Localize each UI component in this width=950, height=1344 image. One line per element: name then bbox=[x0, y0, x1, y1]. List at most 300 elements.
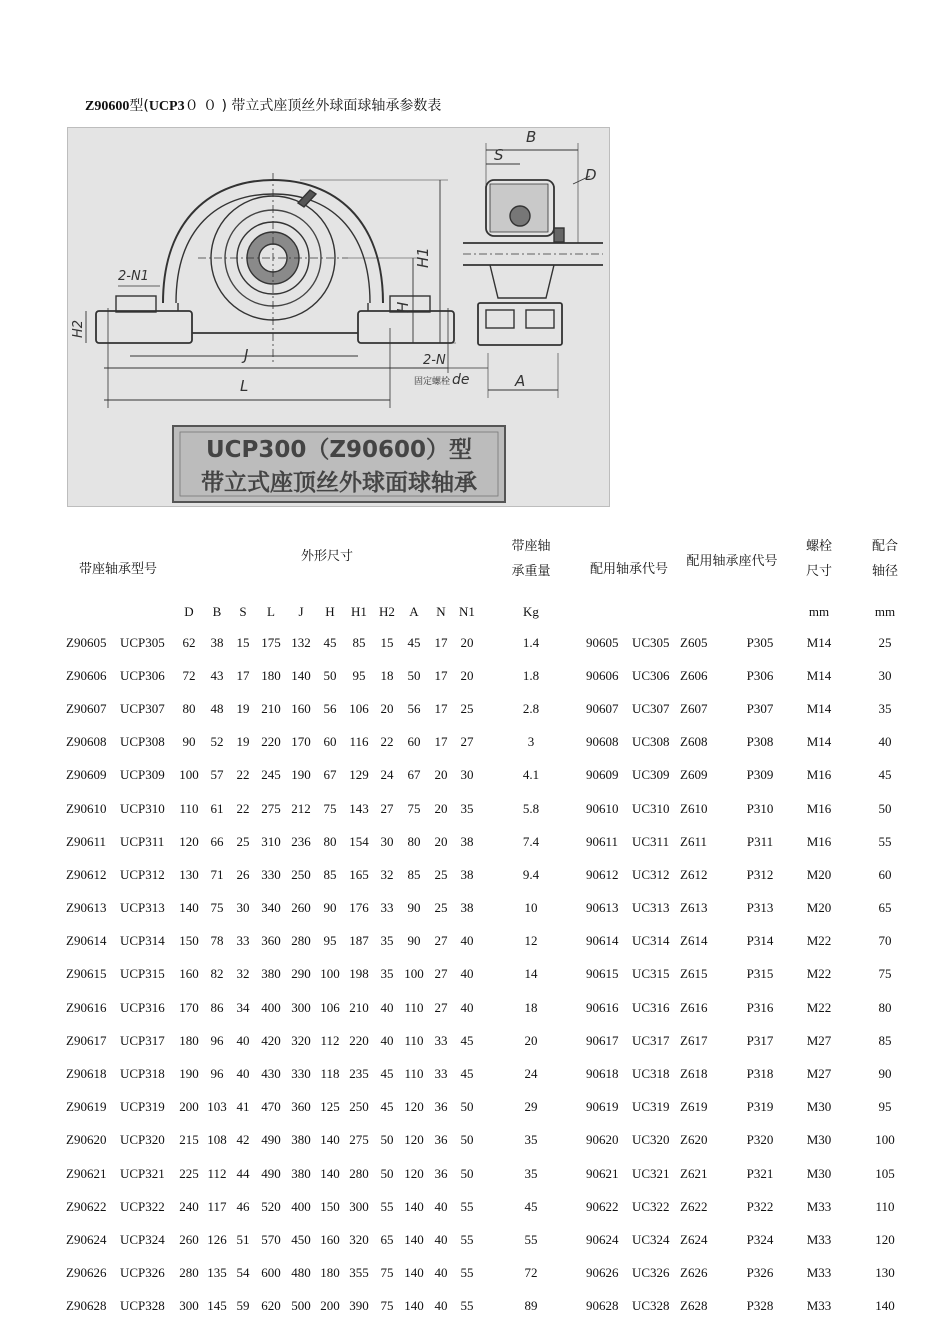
cell-bolt-size: M22 bbox=[806, 933, 832, 949]
table-row bbox=[62, 626, 920, 659]
cell-dim-s: 40 bbox=[236, 1032, 250, 1048]
cell-bearing-num: 90611 bbox=[586, 833, 619, 849]
cell-model-ucp: UCP326 bbox=[120, 1265, 165, 1281]
cell-dim-a: 140 bbox=[404, 1298, 424, 1314]
cell-housing-p: P309 bbox=[746, 767, 774, 783]
cell-shaft-dia: 45 bbox=[878, 767, 892, 783]
cell-bearing-num: 90622 bbox=[586, 1198, 619, 1214]
cell-bearing-num: 90624 bbox=[586, 1231, 619, 1247]
cell-weight: 24 bbox=[524, 1066, 538, 1082]
cell-model-z: Z90621 bbox=[66, 1165, 107, 1181]
cell-dim-d: 170 bbox=[179, 999, 199, 1015]
cell-weight: 1.4 bbox=[522, 634, 540, 650]
cell-dim-n: 27 bbox=[434, 999, 448, 1015]
cell-model-ucp: UCP328 bbox=[120, 1298, 165, 1314]
cell-dim-j: 330 bbox=[291, 1066, 311, 1082]
table-row bbox=[62, 925, 920, 958]
cell-bolt-size: M22 bbox=[806, 999, 832, 1015]
cell-dim-l: 380 bbox=[261, 966, 281, 982]
cell-model-z: Z90609 bbox=[66, 767, 107, 783]
cell-dim-b: 117 bbox=[207, 1198, 227, 1214]
table-row bbox=[62, 792, 920, 825]
unit-dim-h2: H2 bbox=[379, 604, 395, 619]
cell-model-ucp: UCP306 bbox=[120, 667, 165, 683]
cell-housing-z: Z605 bbox=[680, 634, 708, 650]
cell-dim-h: 50 bbox=[323, 667, 337, 683]
cell-housing-z: Z626 bbox=[680, 1265, 708, 1281]
cell-bearing-uc: UC308 bbox=[632, 734, 670, 750]
cell-bearing-uc: UC316 bbox=[632, 999, 670, 1015]
cell-bolt-size: M16 bbox=[806, 800, 832, 816]
unit-blank bbox=[116, 598, 174, 626]
cell-housing-z: Z622 bbox=[680, 1198, 708, 1214]
cell-dim-n1: 55 bbox=[460, 1298, 474, 1314]
cell-dim-h2: 18 bbox=[380, 667, 394, 683]
cell-weight: 4.1 bbox=[522, 767, 540, 783]
cell-bearing-num: 90619 bbox=[586, 1099, 619, 1115]
cell-shaft-dia: 30 bbox=[878, 667, 892, 683]
cell-bearing-num: 90626 bbox=[586, 1265, 619, 1281]
cell-dim-h: 200 bbox=[320, 1298, 340, 1314]
cell-bearing-uc: UC312 bbox=[632, 866, 670, 882]
cell-weight: 2.8 bbox=[522, 700, 540, 716]
table-row bbox=[62, 692, 920, 725]
header-row-titles bbox=[62, 520, 920, 598]
cell-dim-l: 360 bbox=[261, 933, 281, 949]
cell-model-ucp: UCP312 bbox=[120, 866, 165, 882]
cell-dim-b: 71 bbox=[210, 866, 224, 882]
cell-bearing-uc: UC326 bbox=[632, 1265, 670, 1281]
cell-model-ucp: UCP320 bbox=[120, 1132, 165, 1148]
unit-dim-j: J bbox=[298, 604, 304, 619]
header-bolt-size: 螺栓尺寸 bbox=[805, 539, 832, 579]
cell-dim-s: 30 bbox=[236, 900, 250, 916]
cell-dim-a: 80 bbox=[407, 833, 421, 849]
cell-dim-j: 300 bbox=[291, 999, 311, 1015]
cell-dim-a: 56 bbox=[407, 700, 421, 716]
cell-dim-s: 19 bbox=[236, 734, 250, 750]
cell-dim-h2: 20 bbox=[380, 700, 394, 716]
cell-shaft-dia: 120 bbox=[875, 1231, 895, 1247]
cell-bolt-size: M14 bbox=[806, 700, 832, 716]
cell-bearing-num: 90617 bbox=[586, 1032, 619, 1048]
cell-dim-h1: 187 bbox=[349, 933, 369, 949]
cell-dim-b: 66 bbox=[210, 833, 224, 849]
cell-housing-p: P310 bbox=[746, 800, 774, 816]
cell-dim-h2: 27 bbox=[380, 800, 394, 816]
dim-label-h: H bbox=[394, 301, 412, 313]
cell-dim-h2: 24 bbox=[380, 767, 394, 783]
cell-dim-n1: 20 bbox=[460, 667, 474, 683]
cell-dim-b: 52 bbox=[210, 734, 224, 750]
unit-blank bbox=[732, 598, 788, 626]
cell-dim-a: 140 bbox=[404, 1198, 424, 1214]
cell-bearing-uc: UC328 bbox=[632, 1298, 670, 1314]
cell-weight: 45 bbox=[524, 1198, 538, 1214]
cell-dim-n1: 50 bbox=[460, 1099, 474, 1115]
cell-bolt-size: M30 bbox=[806, 1132, 832, 1148]
cell-bearing-num: 90613 bbox=[586, 900, 619, 916]
unit-blank bbox=[62, 598, 116, 626]
unit-blank bbox=[582, 598, 628, 626]
cell-bearing-uc: UC314 bbox=[632, 933, 670, 949]
cell-bolt-size: M30 bbox=[806, 1099, 832, 1115]
cell-bearing-num: 90618 bbox=[586, 1066, 619, 1082]
cell-dim-j: 290 bbox=[291, 966, 311, 982]
cell-dim-a: 140 bbox=[404, 1231, 424, 1247]
cell-model-z: Z90608 bbox=[66, 734, 107, 750]
cell-weight: 14 bbox=[524, 966, 538, 982]
cell-housing-p: P318 bbox=[746, 1066, 774, 1082]
cell-dim-a: 90 bbox=[407, 900, 421, 916]
cell-dim-h: 90 bbox=[323, 900, 337, 916]
header-row-units bbox=[62, 598, 920, 626]
cell-model-ucp: UCP305 bbox=[120, 634, 165, 650]
cell-housing-p: P308 bbox=[746, 734, 774, 750]
table-row bbox=[62, 1157, 920, 1190]
cell-shaft-dia: 65 bbox=[878, 900, 892, 916]
table-row bbox=[62, 759, 920, 792]
unit-shaft: mm bbox=[874, 604, 896, 619]
cell-dim-b: 61 bbox=[210, 800, 224, 816]
cell-model-ucp: UCP321 bbox=[120, 1165, 165, 1181]
cell-dim-l: 620 bbox=[261, 1298, 281, 1314]
cell-bearing-uc: UC315 bbox=[632, 966, 670, 982]
dim-label-l: L bbox=[240, 377, 249, 395]
cell-bolt-size: M20 bbox=[806, 900, 832, 916]
unit-dim-n1: N1 bbox=[459, 604, 475, 619]
cell-dim-n1: 25 bbox=[460, 700, 474, 716]
cell-model-ucp: UCP319 bbox=[120, 1099, 165, 1115]
cell-housing-z: Z618 bbox=[680, 1066, 708, 1082]
table-row bbox=[62, 1190, 920, 1223]
cell-weight: 35 bbox=[524, 1132, 538, 1148]
cell-bolt-size: M14 bbox=[806, 667, 832, 683]
cell-dim-a: 110 bbox=[404, 1066, 424, 1082]
cell-model-ucp: UCP309 bbox=[120, 767, 165, 783]
cell-dim-d: 62 bbox=[182, 634, 196, 650]
cell-model-ucp: UCP311 bbox=[120, 833, 165, 849]
cell-dim-j: 250 bbox=[291, 866, 311, 882]
cell-housing-z: Z620 bbox=[680, 1132, 708, 1148]
cell-dim-h1: 95 bbox=[352, 667, 366, 683]
cell-dim-a: 60 bbox=[407, 734, 421, 750]
cell-dim-a: 100 bbox=[404, 966, 424, 982]
cell-bearing-uc: UC307 bbox=[632, 700, 670, 716]
cell-bearing-uc: UC311 bbox=[632, 833, 670, 849]
cell-dim-d: 180 bbox=[179, 1032, 199, 1048]
cell-shaft-dia: 110 bbox=[875, 1198, 895, 1214]
cell-shaft-dia: 35 bbox=[878, 700, 892, 716]
cell-bolt-size: M27 bbox=[806, 1032, 832, 1048]
cell-weight: 18 bbox=[524, 999, 538, 1015]
cell-dim-h2: 75 bbox=[380, 1265, 394, 1281]
cell-dim-h2: 45 bbox=[380, 1099, 394, 1115]
cell-dim-n1: 45 bbox=[460, 1032, 474, 1048]
caption-line-1: UCP300（Z90600）型 bbox=[205, 437, 473, 463]
cell-dim-l: 340 bbox=[261, 900, 281, 916]
cell-dim-l: 180 bbox=[261, 667, 281, 683]
cell-model-z: Z90612 bbox=[66, 866, 107, 882]
cell-dim-h1: 143 bbox=[349, 800, 369, 816]
cell-dim-s: 19 bbox=[236, 700, 250, 716]
cell-dim-h: 75 bbox=[323, 800, 337, 816]
cell-bearing-uc: UC324 bbox=[632, 1231, 670, 1247]
cell-housing-z: Z611 bbox=[680, 833, 707, 849]
cell-dim-a: 50 bbox=[407, 667, 421, 683]
cell-dim-h2: 75 bbox=[380, 1298, 394, 1314]
cell-model-z: Z90626 bbox=[66, 1265, 107, 1281]
cell-bearing-uc: UC321 bbox=[632, 1165, 670, 1181]
cell-dim-j: 320 bbox=[291, 1032, 311, 1048]
unit-weight: Kg bbox=[523, 604, 539, 619]
cell-weight: 10 bbox=[524, 900, 538, 916]
header-model: 带座轴承型号 bbox=[78, 561, 157, 577]
cell-housing-z: Z608 bbox=[680, 734, 708, 750]
cell-bearing-uc: UC305 bbox=[632, 634, 670, 650]
cell-dim-h: 118 bbox=[320, 1066, 340, 1082]
cell-shaft-dia: 75 bbox=[878, 966, 892, 982]
cell-dim-n1: 35 bbox=[460, 800, 474, 816]
cell-dim-l: 275 bbox=[261, 800, 281, 816]
cell-dim-n1: 55 bbox=[460, 1198, 474, 1214]
cell-dim-b: 38 bbox=[210, 634, 224, 650]
cell-shaft-dia: 60 bbox=[878, 866, 892, 882]
cell-model-z: Z90607 bbox=[66, 700, 107, 716]
cell-dim-j: 132 bbox=[291, 634, 311, 650]
cell-housing-p: P311 bbox=[746, 833, 774, 849]
cell-housing-p: P315 bbox=[746, 966, 774, 982]
cell-bolt-size: M33 bbox=[806, 1298, 832, 1314]
cell-model-ucp: UCP310 bbox=[120, 800, 165, 816]
cell-housing-z: Z628 bbox=[680, 1298, 708, 1314]
cell-dim-h1: 85 bbox=[352, 634, 366, 650]
cell-dim-b: 57 bbox=[210, 767, 224, 783]
cell-bearing-uc: UC320 bbox=[632, 1132, 670, 1148]
cell-dim-n: 27 bbox=[434, 933, 448, 949]
cell-dim-l: 490 bbox=[261, 1165, 281, 1181]
cell-dim-d: 72 bbox=[182, 667, 196, 683]
cell-bolt-size: M14 bbox=[806, 734, 832, 750]
dim-label-h1: H1 bbox=[414, 247, 432, 268]
cell-bearing-num: 90610 bbox=[586, 800, 619, 816]
cell-dim-n: 36 bbox=[434, 1132, 448, 1148]
cell-dim-a: 110 bbox=[404, 999, 424, 1015]
cell-weight: 9.4 bbox=[522, 866, 540, 882]
cell-housing-z: Z607 bbox=[680, 700, 708, 716]
cell-bearing-num: 90615 bbox=[586, 966, 619, 982]
cell-dim-h: 95 bbox=[323, 933, 337, 949]
cell-shaft-dia: 85 bbox=[878, 1032, 892, 1048]
cell-dim-b: 103 bbox=[207, 1099, 227, 1115]
cell-model-z: Z90614 bbox=[66, 933, 107, 949]
cell-dim-h2: 45 bbox=[380, 1066, 394, 1082]
dim-label-2-n1: 2-N1 bbox=[118, 269, 149, 284]
cell-dim-a: 67 bbox=[407, 767, 421, 783]
table-row bbox=[62, 892, 920, 925]
unit-dim-b: B bbox=[212, 604, 222, 619]
cell-housing-z: Z606 bbox=[680, 667, 708, 683]
cell-weight: 12 bbox=[524, 933, 538, 949]
cell-dim-n: 36 bbox=[434, 1165, 448, 1181]
table-row bbox=[62, 1223, 920, 1256]
cell-dim-n1: 55 bbox=[460, 1231, 474, 1247]
header-shaft-dia: 配合轴径 bbox=[871, 539, 898, 579]
cell-model-ucp: UCP324 bbox=[120, 1231, 165, 1247]
cell-dim-s: 22 bbox=[236, 800, 250, 816]
cell-dim-n1: 27 bbox=[460, 734, 474, 750]
cell-dim-n: 40 bbox=[434, 1298, 448, 1314]
cell-dim-l: 600 bbox=[261, 1265, 281, 1281]
cell-dim-s: 32 bbox=[236, 966, 250, 982]
cell-dim-h1: 390 bbox=[349, 1298, 369, 1314]
cell-dim-n1: 38 bbox=[460, 866, 474, 882]
header-weight: 带座轴承重量 bbox=[511, 539, 551, 579]
unit-dim-d: D bbox=[184, 604, 194, 619]
cell-dim-h2: 22 bbox=[380, 734, 394, 750]
cell-bearing-uc: UC313 bbox=[632, 900, 670, 916]
cell-dim-h1: 320 bbox=[349, 1231, 369, 1247]
cell-dim-l: 520 bbox=[261, 1198, 281, 1214]
cell-dim-d: 110 bbox=[179, 800, 199, 816]
cell-dim-n: 25 bbox=[434, 866, 448, 882]
cell-dim-s: 42 bbox=[236, 1132, 250, 1148]
cell-dim-j: 380 bbox=[291, 1132, 311, 1148]
cell-bolt-size: M27 bbox=[806, 1066, 832, 1082]
cell-housing-p: P320 bbox=[746, 1132, 774, 1148]
cell-dim-n: 17 bbox=[434, 734, 448, 750]
cell-weight: 3 bbox=[527, 734, 535, 750]
cell-dim-h1: 355 bbox=[349, 1265, 369, 1281]
cell-housing-p: P319 bbox=[746, 1099, 774, 1115]
cell-dim-h: 160 bbox=[320, 1231, 340, 1247]
table-row bbox=[62, 1091, 920, 1124]
cell-dim-s: 17 bbox=[236, 667, 250, 683]
cell-housing-z: Z613 bbox=[680, 900, 708, 916]
cell-dim-h1: 176 bbox=[349, 900, 369, 916]
cell-dim-b: 78 bbox=[210, 933, 224, 949]
cell-dim-h2: 35 bbox=[380, 966, 394, 982]
cell-dim-j: 400 bbox=[291, 1198, 311, 1214]
cell-dim-s: 41 bbox=[236, 1099, 250, 1115]
cell-dim-n1: 40 bbox=[460, 999, 474, 1015]
cell-dim-h1: 106 bbox=[349, 700, 369, 716]
cell-dim-j: 480 bbox=[291, 1265, 311, 1281]
cell-model-z: Z90616 bbox=[66, 999, 107, 1015]
cell-dim-a: 120 bbox=[404, 1099, 424, 1115]
cell-dim-h: 140 bbox=[320, 1165, 340, 1181]
cell-dim-h1: 275 bbox=[349, 1132, 369, 1148]
cell-dim-l: 210 bbox=[261, 700, 281, 716]
cell-dim-d: 150 bbox=[179, 933, 199, 949]
cell-housing-p: P306 bbox=[746, 667, 774, 683]
cell-model-z: Z90613 bbox=[66, 900, 107, 916]
bearing-drawing-figure bbox=[67, 127, 610, 507]
cell-dim-b: 135 bbox=[207, 1265, 227, 1281]
cell-bearing-uc: UC310 bbox=[632, 800, 670, 816]
cell-model-ucp: UCP314 bbox=[120, 933, 165, 949]
cell-bearing-uc: UC309 bbox=[632, 767, 670, 783]
cell-weight: 7.4 bbox=[522, 833, 540, 849]
cell-housing-z: Z621 bbox=[680, 1165, 708, 1181]
cell-bearing-num: 90616 bbox=[586, 999, 619, 1015]
table-row bbox=[62, 1057, 920, 1090]
cell-housing-p: P314 bbox=[746, 933, 774, 949]
cell-housing-p: P307 bbox=[746, 700, 774, 716]
cell-dim-h2: 40 bbox=[380, 1032, 394, 1048]
header-housing-code: 配用轴承座代号 bbox=[686, 553, 778, 569]
cell-dim-d: 90 bbox=[182, 734, 196, 750]
cell-dim-l: 310 bbox=[261, 833, 281, 849]
cell-dim-b: 126 bbox=[207, 1231, 227, 1247]
cell-model-z: Z90618 bbox=[66, 1066, 107, 1082]
cell-weight: 35 bbox=[524, 1165, 538, 1181]
cell-dim-h: 45 bbox=[323, 634, 337, 650]
cell-dim-s: 59 bbox=[236, 1298, 250, 1314]
cell-dim-n: 40 bbox=[434, 1265, 448, 1281]
cell-dim-l: 400 bbox=[261, 999, 281, 1015]
dim-label-d: D bbox=[585, 166, 597, 184]
cell-model-ucp: UCP322 bbox=[120, 1198, 165, 1214]
cell-dim-h1: 129 bbox=[349, 767, 369, 783]
cell-shaft-dia: 105 bbox=[875, 1165, 895, 1181]
cell-dim-s: 33 bbox=[236, 933, 250, 949]
table-row bbox=[62, 858, 920, 891]
cell-dim-a: 120 bbox=[404, 1165, 424, 1181]
cell-dim-d: 140 bbox=[179, 900, 199, 916]
cell-dim-h1: 165 bbox=[349, 866, 369, 882]
cell-dim-h2: 30 bbox=[380, 833, 394, 849]
cell-model-ucp: UCP317 bbox=[120, 1032, 165, 1048]
cell-dim-l: 175 bbox=[261, 634, 281, 650]
cell-model-z: Z90605 bbox=[66, 634, 107, 650]
cell-dim-h: 100 bbox=[320, 966, 340, 982]
cell-dim-d: 190 bbox=[179, 1066, 199, 1082]
cell-dim-b: 96 bbox=[210, 1066, 224, 1082]
cell-dim-n: 20 bbox=[434, 767, 448, 783]
cell-model-z: Z90620 bbox=[66, 1132, 107, 1148]
dim-label-2-n: 2-N bbox=[423, 353, 446, 368]
cell-dim-h: 80 bbox=[323, 833, 337, 849]
cell-bolt-size: M33 bbox=[806, 1198, 832, 1214]
unit-bolt: mm bbox=[808, 604, 830, 619]
cell-bearing-num: 90614 bbox=[586, 933, 619, 949]
cell-dim-j: 380 bbox=[291, 1165, 311, 1181]
cell-dim-s: 25 bbox=[236, 833, 250, 849]
cell-housing-z: Z614 bbox=[680, 933, 708, 949]
cell-dim-l: 490 bbox=[261, 1132, 281, 1148]
cell-model-z: Z90606 bbox=[66, 667, 107, 683]
cell-dim-j: 170 bbox=[291, 734, 311, 750]
cell-dim-j: 190 bbox=[291, 767, 311, 783]
dim-label-bolt: 固定螺栓 bbox=[414, 377, 451, 387]
cell-shaft-dia: 80 bbox=[878, 999, 892, 1015]
unit-dim-h: H bbox=[325, 604, 335, 619]
cell-dim-j: 160 bbox=[291, 700, 311, 716]
cell-dim-a: 85 bbox=[407, 866, 421, 882]
cell-bearing-num: 90612 bbox=[586, 866, 619, 882]
cell-dim-d: 120 bbox=[179, 833, 199, 849]
cell-dim-n: 25 bbox=[434, 900, 448, 916]
unit-dim-n: N bbox=[436, 604, 446, 619]
cell-dim-b: 43 bbox=[210, 667, 224, 683]
cell-dim-n1: 38 bbox=[460, 833, 474, 849]
cell-dim-n: 36 bbox=[434, 1099, 448, 1115]
cell-dim-j: 140 bbox=[291, 667, 311, 683]
cell-bearing-num: 90606 bbox=[586, 667, 619, 683]
cell-shaft-dia: 140 bbox=[875, 1298, 895, 1314]
cell-dim-h2: 15 bbox=[380, 634, 394, 650]
